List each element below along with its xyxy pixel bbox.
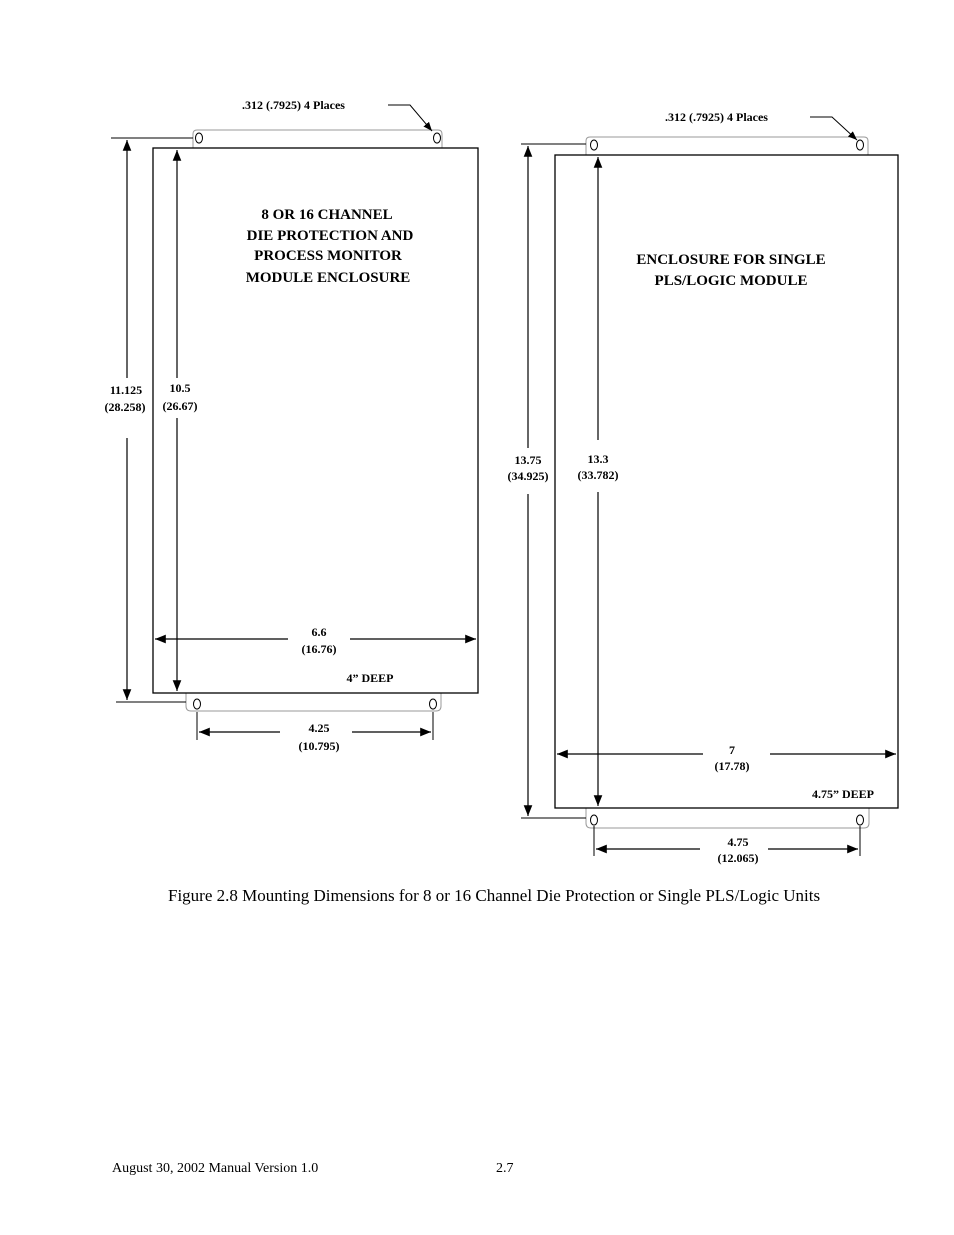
left-title-line-1: 8 OR 16 CHANNEL [261, 207, 393, 223]
left-mounting-hole-br [430, 699, 437, 709]
right-hole-spacing-cm: (12.065) [717, 851, 759, 865]
right-width-value: 7 [729, 743, 735, 757]
right-top-flange [586, 137, 868, 155]
left-overall-height-cm: (28.258) [104, 400, 146, 414]
right-overall-height-value: 13.75 [514, 453, 542, 467]
right-hole-note: .312 (.7925) 4 Places [665, 110, 768, 124]
left-title-line-4: MODULE ENCLOSURE [245, 270, 411, 286]
left-mounting-hole-bl [194, 699, 201, 709]
right-title-line-1: ENCLOSURE FOR SINGLE [636, 252, 826, 268]
left-overall-height-value: 11.125 [109, 383, 143, 397]
right-mounting-hole-bl [591, 815, 598, 825]
left-bottom-flange [186, 693, 441, 711]
right-mounting-hole-tl [591, 140, 598, 150]
right-mounting-hole-br [857, 815, 864, 825]
figure-caption: Figure 2.8 Mounting Dimensions for 8 or 16 Channel Die Protection or Single PLS/Logic Units [168, 886, 821, 905]
left-hole-leader [388, 105, 432, 131]
left-width-cm: (16.76) [301, 642, 337, 656]
footer-page-number: 2.7 [496, 1161, 514, 1176]
left-hole-spacing-cm: (10.795) [298, 739, 340, 753]
left-mounting-hole-tl [196, 133, 203, 143]
left-inner-height-cm: (26.67) [162, 399, 198, 413]
left-title-line-3: PROCESS MONITOR [254, 248, 402, 264]
right-title-line-2: PLS/LOGIC MODULE [654, 273, 808, 289]
left-hole-note: .312 (.7925) 4 Places [242, 98, 345, 112]
right-inner-height-cm: (33.782) [577, 468, 619, 482]
left-mounting-hole-tr [434, 133, 441, 143]
right-bottom-flange [586, 808, 869, 828]
left-hole-spacing-value: 4.25 [308, 721, 330, 735]
footer-date-version: August 30, 2002 Manual Version 1.0 [112, 1161, 319, 1176]
right-inner-height-value: 13.3 [587, 452, 609, 466]
right-width-cm: (17.78) [714, 759, 750, 773]
left-top-flange [193, 130, 442, 148]
right-overall-height-cm: (34.925) [507, 469, 549, 483]
left-depth-label: 4” DEEP [346, 671, 394, 685]
right-depth-label: 4.75” DEEP [811, 787, 875, 801]
left-inner-height-value: 10.5 [169, 381, 191, 395]
left-width-value: 6.6 [311, 625, 327, 639]
right-hole-spacing-value: 4.75 [727, 835, 749, 849]
left-enclosure [105, 98, 479, 753]
left-title-line-2: DIE PROTECTION AND [246, 228, 414, 244]
right-mounting-hole-tr [857, 140, 864, 150]
right-enclosure [508, 110, 899, 865]
